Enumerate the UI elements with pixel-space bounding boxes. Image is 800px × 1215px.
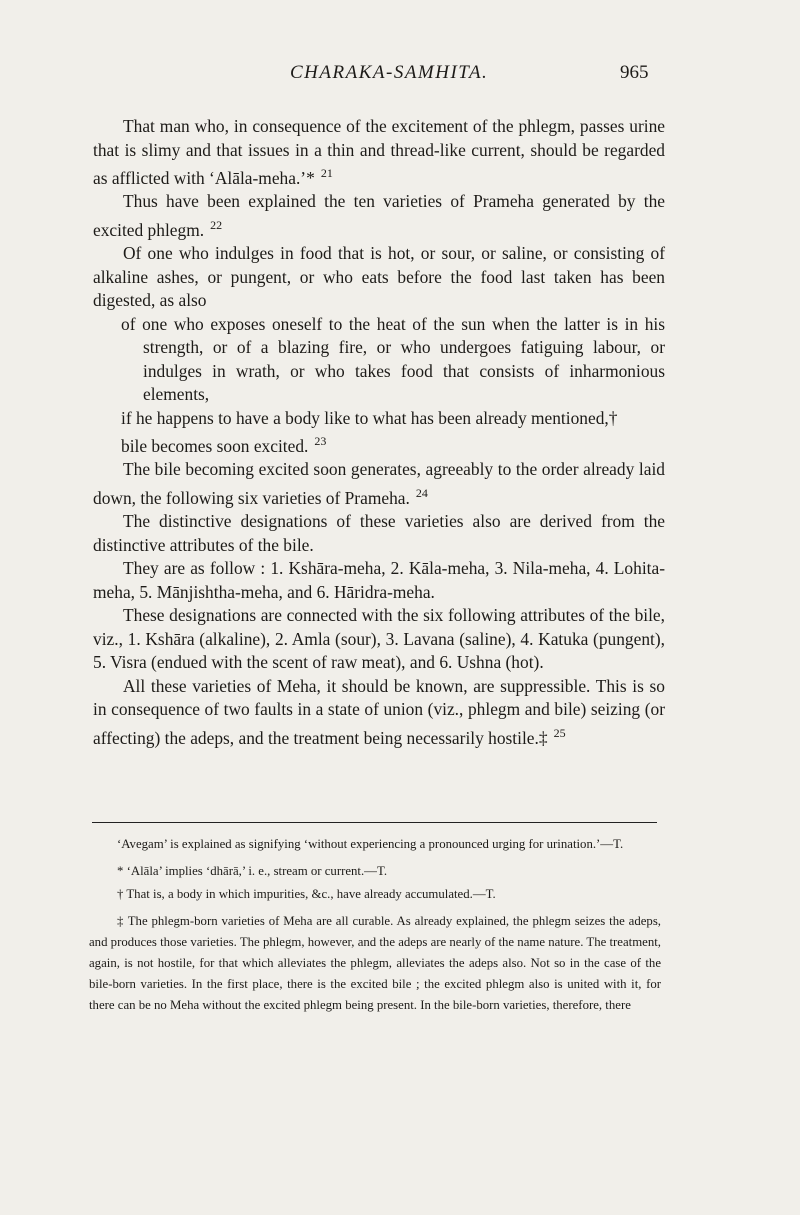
paragraph-text: That man who, in consequence of the excitement of the phlegm, passes urine that is slimy and that issues in a thin and thread-like current, should be regarded as afflicted with ‘Alāla-meha.’* xyxy=(93,116,665,188)
paragraph-text: Of one who indulges in food that is hot, or sour, or saline, or consisting of alkaline ashes, or pungent, or who eats before the food last taken has been digested, as also xyxy=(93,243,665,311)
continuation-clause xyxy=(93,313,665,407)
verse-number: 25 xyxy=(553,725,566,740)
paragraph-text: if he happens to have a body like to what has been already mentioned,† xyxy=(121,407,618,428)
paragraph xyxy=(93,557,665,604)
continuation-clause xyxy=(93,430,665,458)
footnote: † That is, a body in which impurities, &c., have already accumulated.—T. xyxy=(117,887,496,901)
page-header xyxy=(0,62,800,92)
paragraph xyxy=(93,675,665,750)
paragraph-text: Thus have been explained the ten varieties of Prameha generated by the excited phlegm. xyxy=(93,191,665,240)
footnote: * ‘Alāla’ implies ‘dhārā,’ i. e., stream or current.—T. xyxy=(117,864,388,878)
paragraph-text: These designations are connected with the six following attributes of the bile, viz., 1. Kshāra (alkaline), 2. Amla (sour), 3. Lavana (saline), 4. Katuka (pungent), 5. Visra (endued with the scent of raw meat), and 6. Ushna (hot). xyxy=(93,605,665,673)
footnote: ‡ The phlegm-born varieties of Meha are all curable. As already explained, the phlegm seizes the adeps, and produces those varieties. The phlegm, however, and the adeps are nearly of the name nature. The treatment, again, is not hostile, for that which alleviates the phlegm, alleviates the adeps also. Not so in the case of the bile-born varieties. In the first place, there is the excited bile ; the excited phlegm also is united with it, for there can be no Meha without the excited phlegm being present. In the bile-born varieties, therefore, there xyxy=(89,914,661,1012)
verse-number: 22 xyxy=(210,217,223,232)
verse-number: 23 xyxy=(314,434,327,449)
paragraph xyxy=(93,242,665,313)
paragraph-text: All these varieties of Meha, it should be known, are suppressible. This is so in consequence of two faults in a state of union (viz., phlegm and bile) seizing (or affecting) the adeps, and the treatment being necessarily hostile.‡ xyxy=(93,675,665,748)
page-number: 965 xyxy=(620,62,649,83)
verse-number: 21 xyxy=(320,166,333,180)
continuation-clause xyxy=(93,407,665,431)
footnotes xyxy=(89,834,661,1018)
paragraph-text: of one who exposes oneself to the heat of the sun when the latter is in his strength, or of a blazing fire, or who undergoes fatiguing labour, or indulges in wrath, or who takes food that consists of inharmonious elements, xyxy=(121,313,665,405)
body-text xyxy=(93,115,665,750)
paragraph xyxy=(93,458,665,510)
paragraph-text: The bile becoming excited soon generates, agreeably to the order already laid down, the following six varieties of Prameha. xyxy=(93,459,665,508)
paragraph-text: They are as follow : 1. Kshāra-meha, 2. Kāla-meha, 3. Nila-meha, 4. Lohita-meha, 5. Mānjishtha-meha, and 6. Hāridra-meha. xyxy=(93,558,665,602)
paragraph xyxy=(93,190,665,242)
paragraph xyxy=(93,510,665,557)
running-title: CHARAKA-SAMHITA. xyxy=(290,62,489,83)
footnote-divider xyxy=(92,822,657,823)
footnote: ‘Avegam’ is explained as signifying ‘without experiencing a pronounced urging for urination.’—T. xyxy=(117,837,624,851)
paragraph-text: The distinctive designations of these varieties also are derived from the distinctive attributes of the bile. xyxy=(93,511,665,555)
verse-number: 24 xyxy=(415,485,428,500)
paragraph xyxy=(93,604,665,675)
paragraph xyxy=(93,115,665,190)
paragraph-text: bile becomes soon excited. xyxy=(121,435,309,456)
